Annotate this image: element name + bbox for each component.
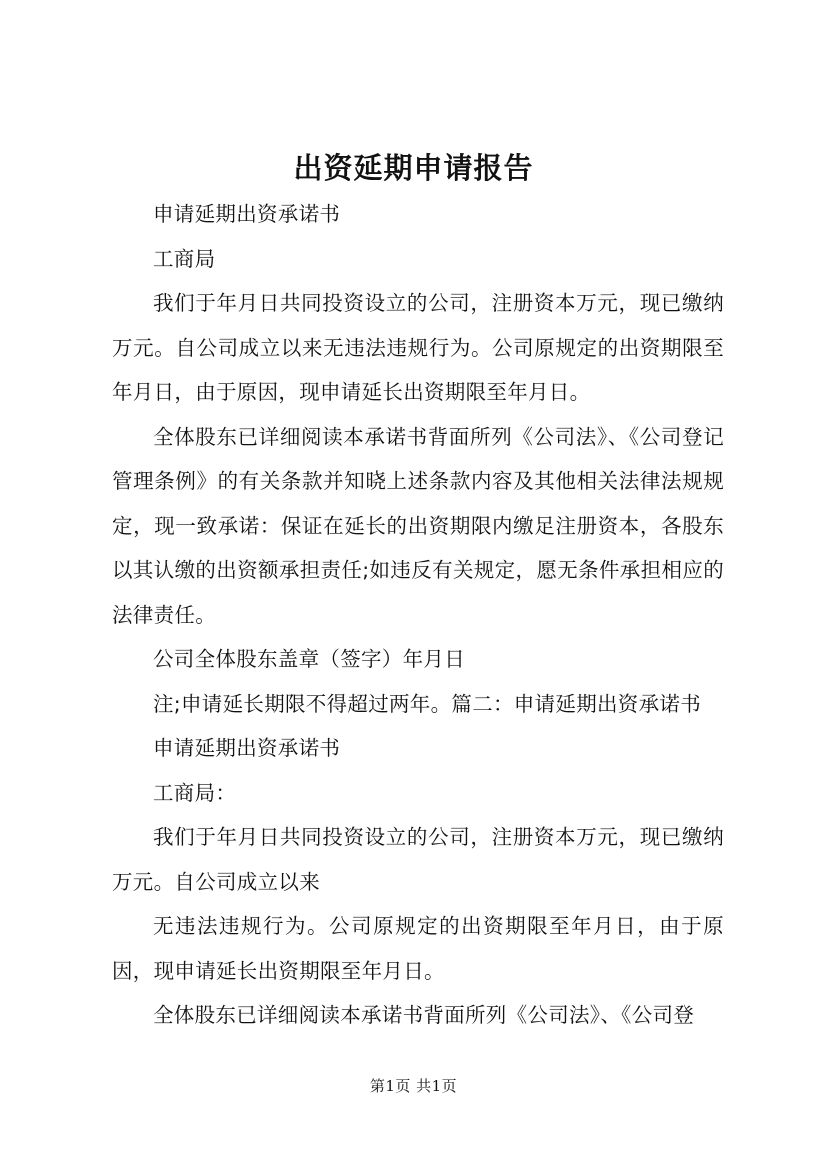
paragraph: 工商局： bbox=[153, 780, 237, 805]
paragraph: 全体股东已详细阅读本承诺书背面所列《公司法》、《公司登 bbox=[153, 1003, 695, 1027]
paragraph: 公司全体股东盖章（签字）年月日 bbox=[153, 647, 465, 671]
paragraph: 申请延期出资承诺书 bbox=[153, 736, 341, 760]
paragraph: 无违法违规行为。公司原规定的出资期限至年月日，由于原因，现申请延长出资期限至年月日。 bbox=[112, 914, 724, 983]
paragraph: 工商局 bbox=[153, 246, 216, 271]
document-body bbox=[112, 192, 724, 1038]
paragraph: 全体股东已详细阅读本承诺书背面所列《公司法》、《公司登记管理条例》的有关条款并知晓上述条款内容及其他相关法律法规规定，现一致承诺：保证在延长的出资期限内缴足注册资本，各股东以其认缴的出资额承担责任;如违反有关规定，愿无条件承担相应的法律责任。 bbox=[112, 424, 724, 627]
paragraph: 注;申请延长期限不得超过两年。篇二：申请延期出资承诺书 bbox=[153, 691, 702, 716]
paragraph: 我们于年月日共同投资设立的公司，注册资本万元，现已缴纳万元。自公司成立以来 bbox=[112, 825, 724, 894]
document-title: 出资延期申请报告 bbox=[293, 151, 534, 185]
paragraph: 申请延期出资承诺书 bbox=[153, 202, 341, 226]
paragraph: 我们于年月日共同投资设立的公司，注册资本万元，现已缴纳万元。自公司成立以来无违法违规行为。公司原规定的出资期限至年月日，由于原因，现申请延长出资期限至年月日。 bbox=[112, 291, 724, 404]
page-footer: 第1页 共1页 bbox=[369, 1077, 458, 1095]
